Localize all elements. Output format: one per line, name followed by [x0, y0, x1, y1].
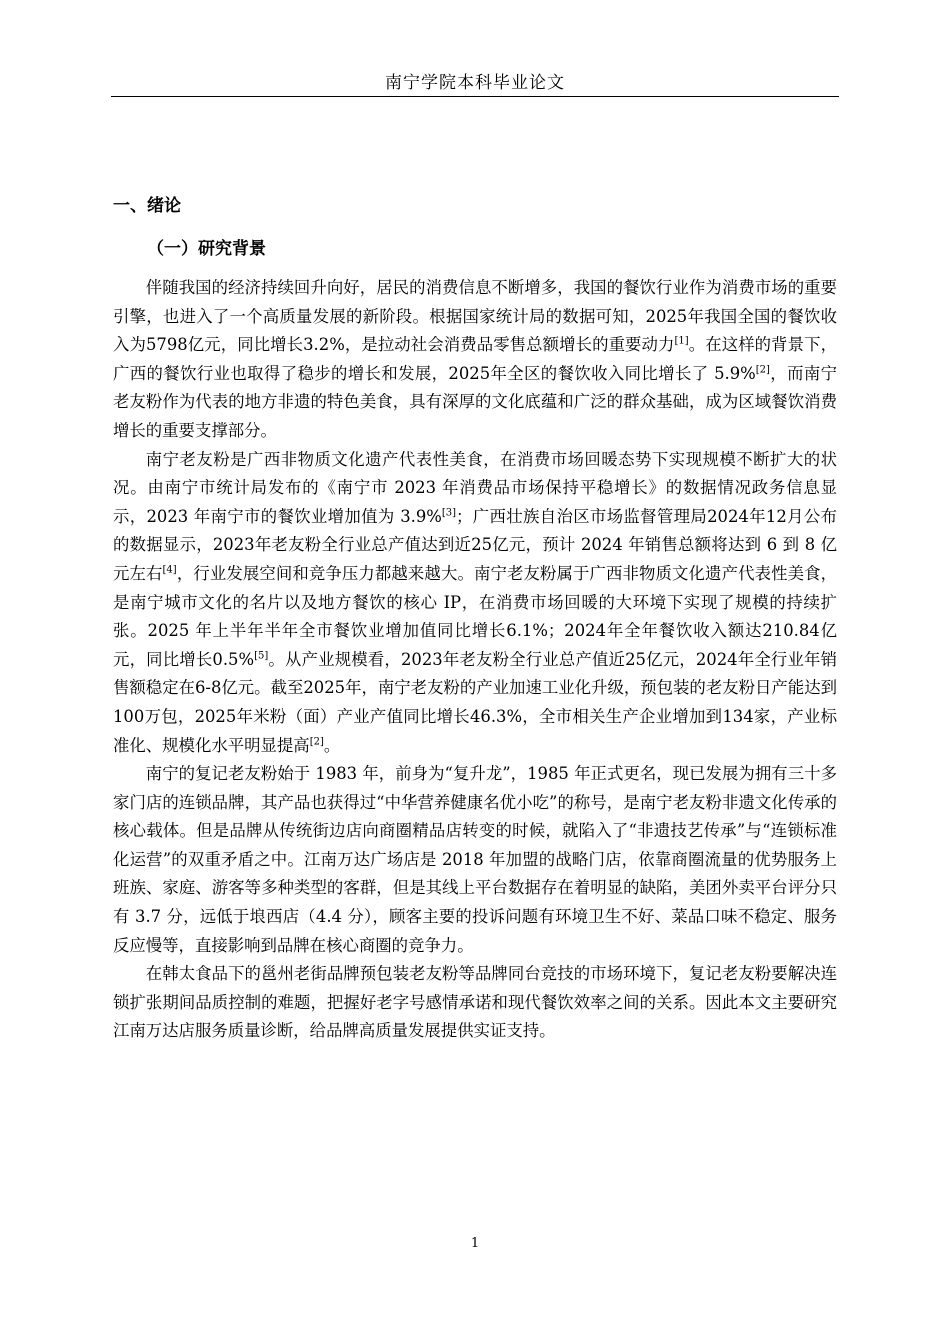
text-run: 南宁的复记老友粉始于 1983 年，前身为“复升龙”，1985 年正式更名，现已发展为拥有三十多家门店的连锁品牌，其产品也获得过“中华营养健康名优小吃”的称号，是南宁老友粉非遗文化传承的核心载体。但是品牌从传统街边店向商圈精品店转变的时候，就陷入了“非遗技艺传承”与“连锁标准化运营”的双重矛盾之中。江南万达广场店是 2018 年加盟的战略门店，依靠商圈流量的优势服务上班族、家庭、游客等多种类型的客群，但是其线上平台数据存在着明显的缺陷，美团外卖平台评分只有 3.7 分，远低于埌西店（4.4 分），顾客主要的投诉问题有环境卫生不好、菜品口味不稳定、服务反应慢等，直接影响到品牌在核心商圈的竞争力。: [113, 764, 837, 955]
paragraph: [113, 274, 837, 446]
body-text: [113, 274, 837, 1046]
text-run: ；广西壮族自治区市场监督管理局2024年12月公布的数据显示，2023年老友粉全行业总产值达到近25亿元，预计 2024 年销售总额将达到 6 到 8 亿元左右: [113, 506, 837, 583]
citation-ref: [4]: [162, 564, 177, 576]
running-header: 南宁学院本科毕业论文: [385, 73, 565, 93]
citation-ref: [2]: [755, 364, 770, 376]
text-run: 。从产业规模看，2023年老友粉全行业总产值近25亿元，2024年全行业年销售额稳定在6-8亿元。截至2025年，南宁老友粉的产业加速工业化升级，预包装的老友粉日产能达到100万包，2025年米粉（面）产业产值同比增长46.3%，全市相关生产企业增加到134家，产业标准化、规模化水平明显提高: [113, 649, 838, 755]
text-run: ，而南宁老友粉作为代表的地方非遗的特色美食，具有深厚的文化底蕴和广泛的群众基础，成为区域餐饮消费增长的重要支撑部分。: [113, 363, 838, 440]
subsection-heading: （一）研究背景: [147, 239, 266, 259]
paragraph: [113, 960, 837, 1046]
paragraph: [113, 446, 837, 761]
citation-ref: [2]: [309, 736, 324, 748]
header-divider: [111, 96, 839, 97]
text-run: 在韩太食品下的邕州老街品牌预包装老友粉等品牌同台竞技的市场环境下，复记老友粉要解决连锁扩张期间品质控制的难题，把握好老字号感情承诺和现代餐饮效率之间的关系。因此本文主要研究江南万达店服务质量诊断，给品牌高质量发展提供实证支持。: [113, 964, 837, 1041]
citation-ref: [1]: [674, 335, 689, 347]
paragraph: [113, 760, 837, 960]
citation-ref: [3]: [441, 507, 457, 519]
page-number: 1: [470, 1236, 480, 1251]
citation-ref: [5]: [254, 650, 269, 662]
text-run: 。: [323, 735, 341, 755]
text-run: 伴随我国的经济持续回升向好，居民的消费信息不断增多，我国的餐饮行业作为消费市场的重要引擎，也进入了一个高质量发展的新阶段。根据国家统计局的数据可知，2025年我国全国的餐饮收入为5798亿元，同比增长3.2%，是拉动社会消费品零售总额增长的重要动力: [113, 278, 837, 355]
text-run: ，行业发展空间和竞争压力都越来越大。南宁老友粉属于广西非物质文化遗产代表性美食，是南宁城市文化的名片以及地方餐饮的核心 IP，在消费市场回暖的大环境下实现了规模的持续扩张。2025 年上半年半年全市餐饮业增加值同比增长6.1%；2024年全年餐饮收入额达210.84亿元，同比增长0.5%: [113, 563, 838, 669]
text-run: 南宁老友粉是广西非物质文化遗产代表性美食，在消费市场回暖态势下实现规模不断扩大的状况。由南宁市统计局发布的《南宁市 2023 年消费品市场保持平稳增长》的数据情况政务信息显示，2023 年南宁市的餐饮业增加值为 3.9%: [113, 449, 837, 526]
text-run: 。在这样的背景下，广西的餐饮行业也取得了稳步的增长和发展，2025年全区的餐饮收入同比增长了 5.9%: [113, 335, 838, 383]
section-heading: 一、绪论: [113, 196, 181, 216]
